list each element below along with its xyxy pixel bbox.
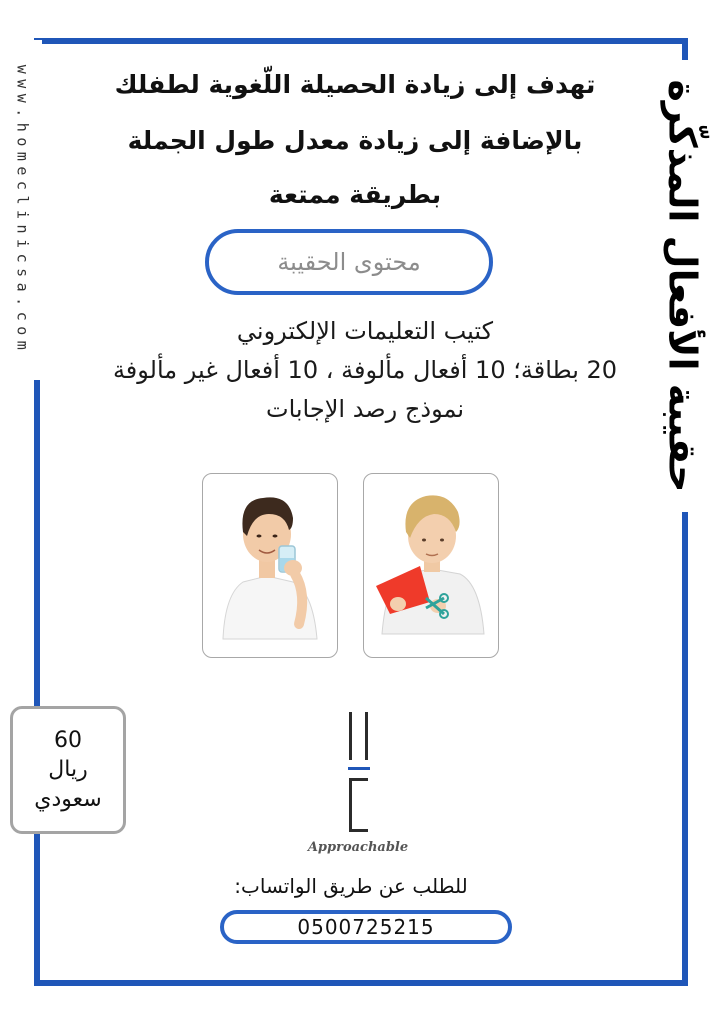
side-title-band — [648, 60, 718, 512]
brand-tagline: Approachable — [307, 840, 409, 855]
order-label: للطلب عن طريق الواتساب: — [234, 874, 468, 898]
card-cutting — [363, 473, 499, 658]
contents-item-booklet: كتيب التعليمات الإلكتروني — [236, 317, 494, 345]
contents-item-answer-form: نموذج رصد الإجابات — [265, 395, 465, 423]
contents-item-cards: 20 بطاقة؛ 10 أفعال مألوفة ، 10 أفعال غير مألوفة — [112, 356, 618, 384]
website-url[interactable]: www.homeclinicsa.com — [13, 64, 31, 356]
website-band — [2, 40, 42, 380]
hc-logo-icon — [340, 710, 380, 835]
headline-line-1: تهدف إلى زيادة الحصيلة اللّغوية لطفلك — [114, 70, 596, 99]
card-drinking — [202, 473, 338, 658]
price-amount: 60 — [54, 728, 82, 754]
boy-cutting-paper-photo — [364, 474, 499, 658]
side-title: حقيبة الأفعال المذكّرة — [661, 79, 706, 493]
headline-line-2: بالإضافة إلى زيادة معدل طول الجملة — [127, 126, 583, 155]
phone-number[interactable]: 0500725215 — [220, 910, 512, 944]
contents-heading: محتوى الحقيبة — [205, 229, 493, 295]
headline-line-3: بطريقة ممتعة — [268, 180, 442, 209]
price-currency-line-2: سعودي — [34, 786, 102, 812]
price-currency-line-1: ريال — [48, 757, 88, 783]
boy-drinking-water-photo — [203, 474, 338, 658]
price-box — [10, 706, 126, 834]
